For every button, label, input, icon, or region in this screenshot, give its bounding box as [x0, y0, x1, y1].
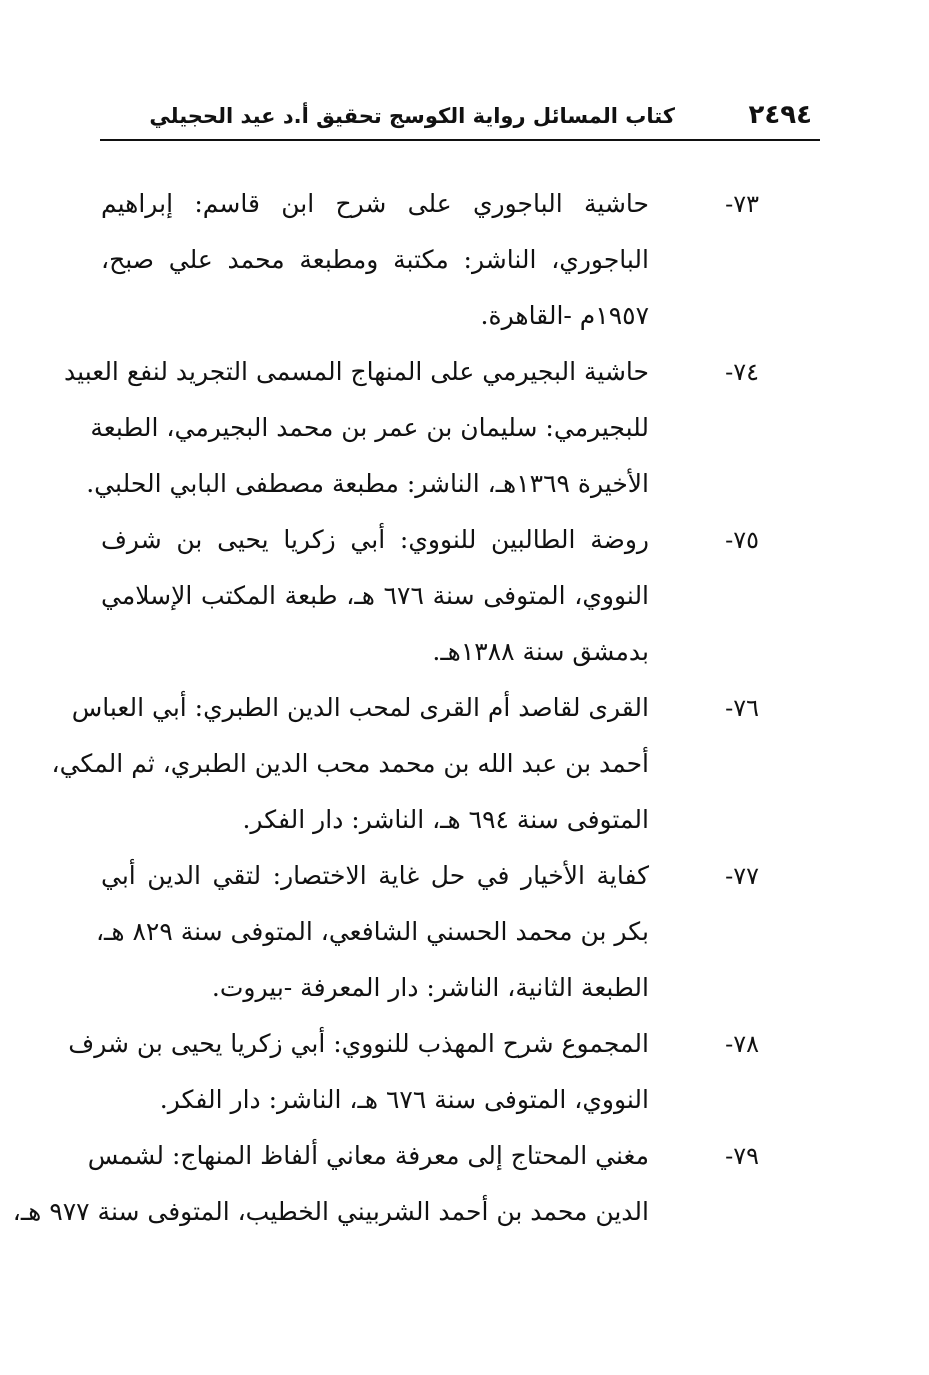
entry-number: ٧٣- [725, 190, 759, 218]
entry-text-line: ١٩٥٧م -القاهرة. [480, 301, 649, 330]
bibliography-entry-73-line-1 [0, 176, 929, 232]
bibliography-entry-74-line-1 [0, 344, 929, 400]
bibliography-entry-79-line-1 [0, 1128, 929, 1184]
entry-text-line: الطبعة الثانية، الناشر: دار المعرفة -بيروت. [211, 973, 649, 1002]
entry-text-line: روضة الطالبين للنووي: أبي زكريا يحيى بن شرف [101, 525, 649, 554]
entry-text-line: النووي، المتوفى سنة ٦٧٦ هـ، الناشر: دار الفكر. [159, 1085, 649, 1114]
entry-text-line: أحمد بن عبد الله بن محمد محب الدين الطبري، ثم المكي، [51, 749, 649, 778]
entry-text-line: الباجوري، الناشر: مكتبة ومطبعة محمد علي صبح، [101, 245, 649, 274]
entry-number: ٧٩- [725, 1142, 759, 1170]
entry-text-line: المتوفى سنة ٦٩٤ هـ، الناشر: دار الفكر. [242, 805, 649, 834]
entry-number: ٧٨- [725, 1030, 759, 1058]
entry-number: ٧٤- [725, 358, 759, 386]
entry-text-line: النووي، المتوفى سنة ٦٧٦ هـ، طبعة المكتب الإسلامي [101, 581, 650, 610]
header-rule [100, 139, 820, 141]
page-header [100, 96, 820, 140]
entry-text-line: حاشية البجيرمي على المنهاج المسمى التجريد لنفع العبيد [64, 357, 649, 386]
entry-text-line: الدين محمد بن أحمد الشربيني الخطيب، المتوفى سنة ٩٧٧ هـ، [12, 1197, 649, 1226]
entry-text-line: للبجيرمي: سليمان بن عمر بن محمد البجيرمي، الطبعة [90, 413, 649, 442]
bibliography-entry-77-line-1 [0, 848, 929, 904]
entry-text-line: بكر بن محمد الحسني الشافعي، المتوفى سنة ٨٢٩ هـ، [95, 917, 649, 946]
entry-text-line: حاشية الباجوري على شرح ابن قاسم: إبراهيم [101, 189, 649, 218]
page-number: ٢٤٩٤ [748, 100, 812, 130]
running-title: كتاب المسائل رواية الكوسج تحقيق أ.د عيد الحجيلي [149, 104, 675, 128]
entry-text-line: مغني المحتاج إلى معرفة معاني ألفاظ المنهاج: لشمس [87, 1141, 649, 1170]
entry-number: ٧٧- [725, 862, 759, 890]
bibliography-entry-76-line-1 [0, 680, 929, 736]
bibliography-entry-75-line-1 [0, 512, 929, 568]
entry-number: ٧٥- [725, 526, 759, 554]
entry-text-line: كفاية الأخيار في حل غاية الاختصار: لتقي الدين أبي [101, 861, 649, 890]
entry-text-line: الأخيرة ١٣٦٩هـ، الناشر: مطبعة مصطفى البابي الحلبي. [86, 469, 649, 498]
bibliography-entry-78-line-1 [0, 1016, 929, 1072]
bibliography-list [0, 176, 929, 1240]
entry-text-line: بدمشق سنة ١٣٨٨هـ. [432, 637, 649, 666]
entry-text-line: القرى لقاصد أم القرى لمحب الدين الطبري: أبي العباس [71, 693, 649, 722]
entry-number: ٧٦- [725, 694, 759, 722]
entry-text-line: المجموع شرح المهذب للنووي: أبي زكريا يحيى بن شرف [68, 1029, 649, 1058]
